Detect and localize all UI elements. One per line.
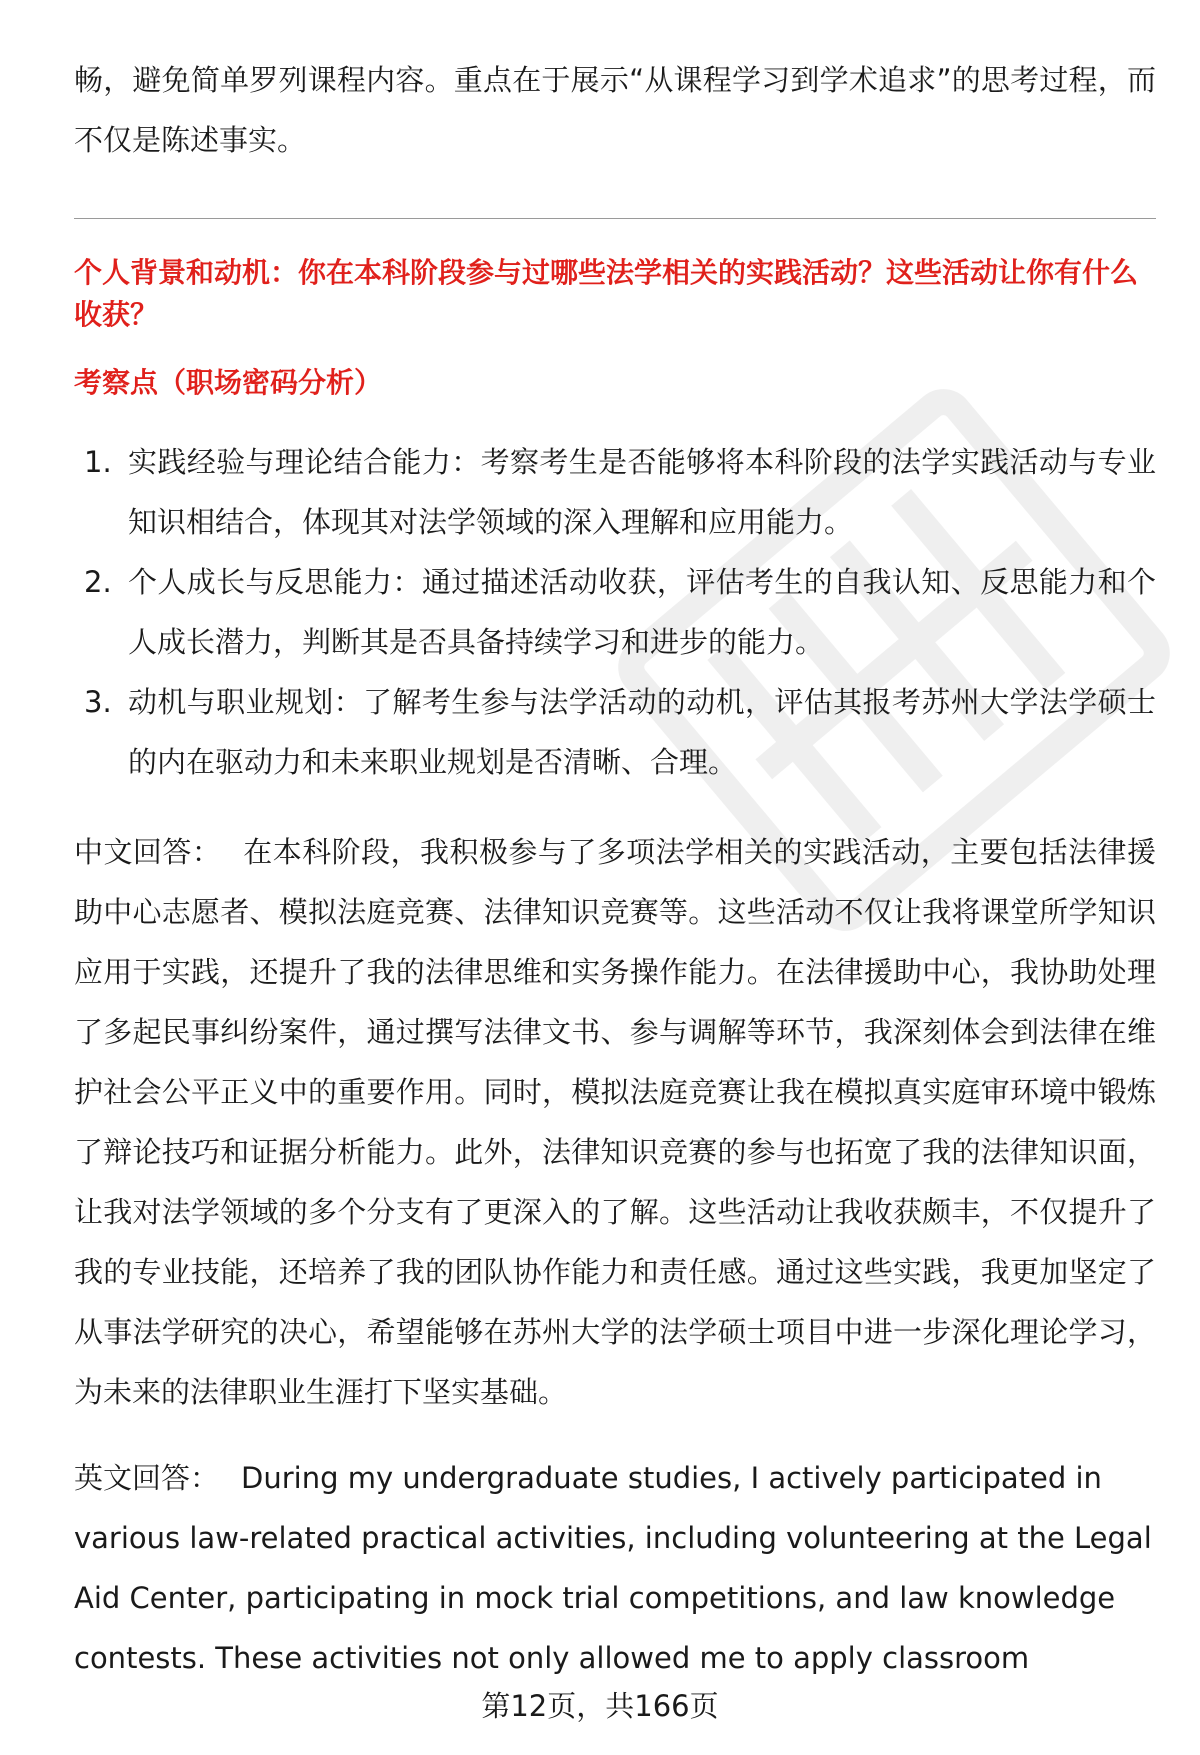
list-item-text: 实践经验与理论结合能力：考察考生是否能够将本科阶段的法学实践活动与专业知识相结合，体现其对法学领域的深入理解和应用能力。 — [128, 445, 1156, 539]
chinese-answer-text: 在本科阶段，我积极参与了多项法学相关的实践活动，主要包括法律援助中心志愿者、模拟法庭竞赛、法律知识竞赛等。这些活动不仅让我将课堂所学知识应用于实践，还提升了我的法律思维和实务操作能力。在法律援助中心，我协助处理了多起民事纠纷案件，通过撰写法律文书、参与调解等环节，我深刻体会到法律在维护社会公平正义中的重要作用。同时，模拟法庭竞赛让我在模拟真实庭审环境中锻炼了辩论技巧和证据分析能力。此外，法律知识竞赛的参与也拓宽了我的法律知识面，让我对法学领域的多个分支有了更深入的了解。这些活动让我收获颇丰，不仅提升了我的专业技能，还培养了我的团队协作能力和责任感。通过这些实践，我更加坚定了从事法学研究的决心，希望能够在苏州大学的法学硕士项目中进一步深化理论学习，为未来的法律职业生涯打下坚实基础。 — [74, 835, 1156, 1409]
list-item-number: 2. — [84, 565, 112, 599]
list-item — [74, 552, 1156, 672]
document-page — [74, 0, 1156, 1755]
assessment-points-title: 考察点（职场密码分析） — [74, 366, 383, 399]
list-item — [74, 432, 1156, 552]
list-item-text: 动机与职业规划：了解考生参与法学活动的动机，评估其报考苏州大学法学硕士的内在驱动力和未来职业规划是否清晰、合理。 — [128, 685, 1156, 779]
list-item — [74, 672, 1156, 792]
intro-continuation: 畅，避免简单罗列课程内容。重点在于展示“从课程学习到学术追求”的思考过程，而不仅是陈述事实。 — [74, 63, 1156, 157]
list-item-number: 3. — [84, 685, 112, 719]
list-item-number: 1. — [84, 445, 112, 479]
english-answer-label: 英文回答： — [74, 1461, 220, 1495]
question-heading: 个人背景和动机：你在本科阶段参与过哪些法学相关的实践活动？这些活动让你有什么收获？ — [74, 256, 1139, 331]
chinese-answer — [74, 822, 1156, 1422]
page-number-footer: 第12页，共166页 — [481, 1689, 719, 1723]
english-answer-text: During my undergraduate studies, I actively participated in various law-related practical activities, including volunteering at the Legal Aid Center, participating in mock trial competitions, and law knowledge contests. These activities not only allowed me to apply classroom — [74, 1461, 1152, 1675]
section-divider — [74, 218, 1156, 219]
assessment-points-list — [74, 432, 1156, 792]
list-item-text: 个人成长与反思能力：通过描述活动收获，评估考生的自我认知、反思能力和个人成长潜力，判断其是否具备持续学习和进步的能力。 — [128, 565, 1156, 659]
chinese-answer-label: 中文回答： — [74, 835, 222, 869]
english-answer — [74, 1448, 1156, 1688]
